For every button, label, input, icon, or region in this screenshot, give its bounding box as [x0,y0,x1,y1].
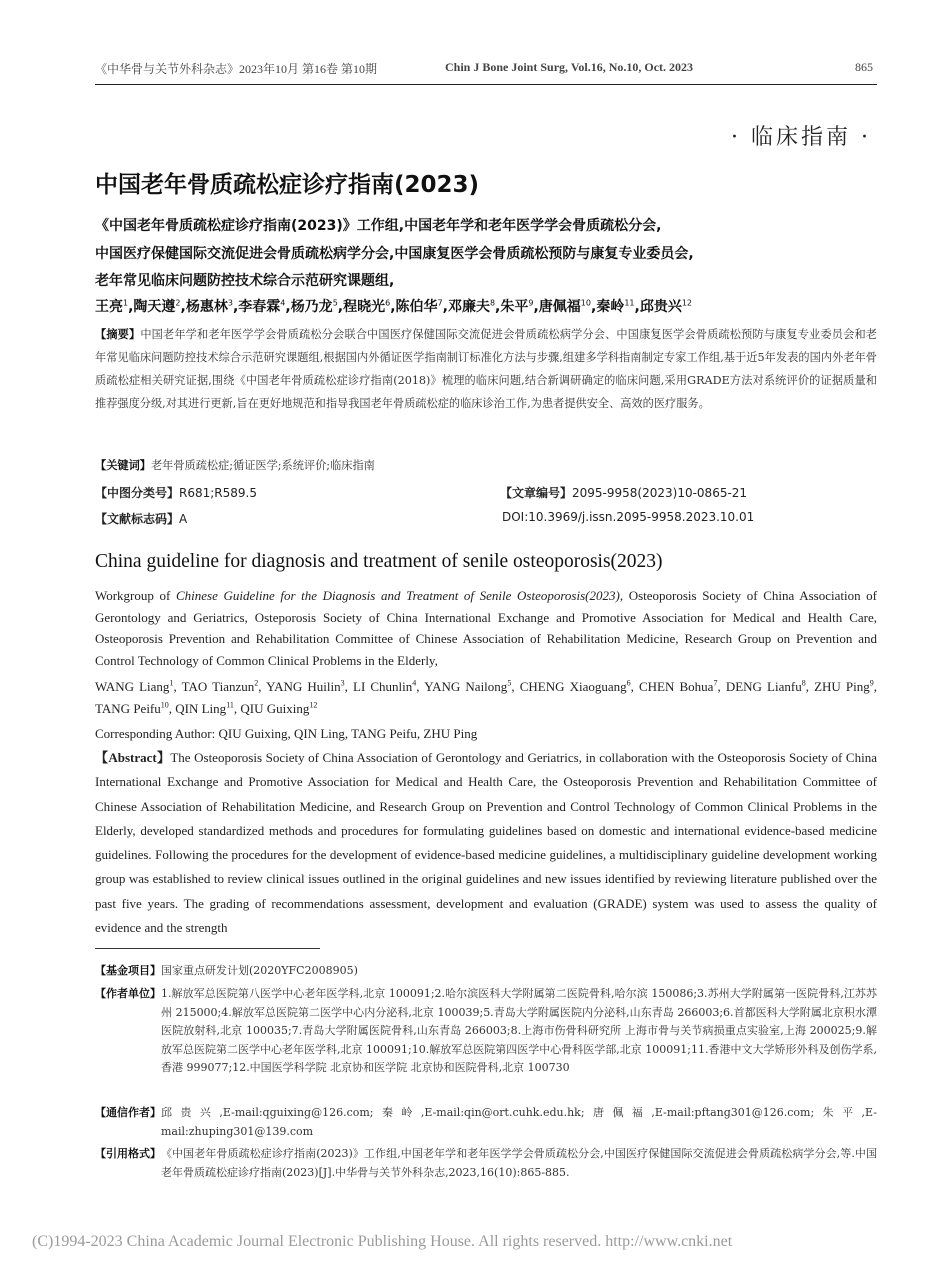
keywords-cn [95,454,877,477]
abstract-cn-text: 中国老年学和老年医学学会骨质疏松分会联合中国医疗保健国际交流促进会骨质疏松病学分会、中国康复医学会骨质疏松预防与康复专业委员会和老年常见临床问题防控技术综合示范研究课题组,根据国内外循证医学指南制订标准化方法与步骤,组建多学科指南制定专家工作组,基于近5年发表的国内外老年骨质疏松症相关研究证据,围绕《中国老年骨质疏松症诊疗指南(2018)》梳理的临床问题,结合新调研确定的临床问题,采用GRADE方法对系统评价的证据质量和推荐强度分级,对其进行更新,旨在更好地规范和指导我国老年骨质疏松症的临床诊治工作,为患者提供安全、高效的医疗服务。 [95,328,877,410]
journal-header-cn: 《中华骨与关节外科杂志》2023年10月 第16卷 第10期 [95,62,378,76]
abstract-en [95,746,877,940]
author-affiliation-number: 12 [681,298,693,308]
journal-header-en: Chin J Bone Joint Surg, Vol.16, No.10, Oct. 2023 [445,60,694,74]
citation-label: 【引用格式】 [95,1147,161,1160]
section-label: · 临床指南 · [731,125,871,150]
abstract-en-text: The Osteoporosis Society of China Association of Gerontology and Geriatrics, in collaboration with the Osteoporosis Society of China International Exchange and Promotive Association for Medical and Health Care, the Osteoporosis Prevention and Rehabilitation Committee of Chinese Association of Rehabilitation Medicine, and Research Group on Prevention and Control Technology of Common Clinical Problems in the Elderly, developed standardized methods and procedures for formulating guidelines based on domestic and international evidence-based medicine guidelines. Following the procedures for the development of evidence-based medicine guidelines, a multidisciplinary guideline development working group was established to review clinical issues outlined in the original guidelines and new issues identified by reviewing literature published over the past five years. The grading of recommendations assessment, development and evaluation (GRADE) system was used to assess the quality of evidence and the strength [95,750,877,936]
affiliations-label: 【作者单位】 [95,987,161,1000]
authors-cn: 王亮$^1$,陶天遵$^2$,杨惠林$^3$,李春霖$^4$,杨乃龙$^5$,程晓光$^6$,陈伯华$^7$,邓廉夫$^8$,朱平$^9$,唐佩福$^{10}$,秦岭$^{11}$,邱贵兴$^{12}$ [95,298,693,315]
authors-en: WANG Liang$^1$, TAO Tianzun$^2$, YANG Huilin$^3$, LI Chunlin$^4$, YANG Nailong$^5$, CHENG Xiaoguang$^6$, CHEN Bohua$^7$, DENG Lianfu$^8$, ZHU Ping$^9$, TANG Peifu$^{10}$, QIN Ling$^{11}$, QIU Guixing$^{12}$ [95,678,878,716]
author-name: QIN Ling [175,700,227,716]
author-affiliation-number: 7 [437,298,443,308]
author-name: 秦岭 [596,299,625,315]
author-name: TAO Tianzun [181,679,255,694]
author-name: 王亮 [95,299,123,315]
author-affiliation-number: 10 [580,298,591,308]
author-affiliation-number: 3 [340,678,345,688]
author-affiliation-number: 8 [489,298,496,308]
workgroup-en-prefix: Workgroup of [95,588,171,603]
footnote-fund [95,962,877,981]
author-affiliation-number: 7 [713,678,718,688]
citation-text: 《中国老年骨质疏松症诊疗指南(2023)》工作组,中国老年学和老年医学学会骨质疏松分会,中国医疗保健国际交流促进会骨质疏松病学分会,等.中国老年骨质疏松症诊疗指南(2023)[J].中华骨与关节外科杂志,2023,16(10):865-885. [161,1147,877,1179]
footnote-citation [95,1145,877,1182]
clc-label: 【中图分类号】 [95,486,180,500]
keywords-text: 老年骨质疏松症;循证医学;系统评价;临床指南 [150,459,375,472]
keywords-label: 【关键词】 [95,459,151,472]
author-name: WANG Liang [95,679,170,694]
author-name: 陶天遵 [133,299,176,315]
author-name: 陈伯华 [395,299,438,315]
author-name: 朱平 [500,299,529,315]
author-name: YANG Nailong [424,679,508,694]
author-name: 杨乃龙 [290,299,333,315]
author-affiliation-number: 9 [869,678,874,688]
author-name: DENG Lianfu [725,679,802,694]
clc-value: R681;R589.5 [179,486,257,500]
author-name: YANG Huilin [266,679,341,694]
article-number-label: 【文章编号】 [500,486,573,500]
affiliations-text: 1.解放军总医院第八医学中心老年医学科,北京 100091;2.哈尔滨医科大学附属第二医院骨科,哈尔滨 150086;3.苏州大学附属第一医院骨科,江苏苏州 215000;4.解放军总医院第二医学中心内分泌科,北京 100039;5.青岛大学附属医院内分泌科,山东青岛 266003;6.首都医科大学附属北京积水潭医院放射科,北京 100035;7.青岛大学附属医院骨科,山东青岛 266003;8.上海市伤骨科研究所 上海市骨与关节病损重点实验室,上海 200025;9.解放军总医院第二医学中心老年医学科,北京 100091;10.解放军总医院第四医学中心骨科医学部,北京 100091;11.香港中文大学矫形外科及创伤学系,香港 999077;12.中国医学科学院 北京协和医学院 北京协和医院骨科,北京 100730 [161,987,877,1074]
author-name: CHEN Bohua [639,679,714,694]
header-rule [95,84,877,85]
author-affiliation-number: 5 [507,678,512,688]
author-affiliation-number: 11 [624,298,635,308]
workgroup-line-2: 中国医疗保健国际交流促进会骨质疏松病学分会,中国康复医学会骨质疏松预防与康复专业委员会, [95,246,694,262]
correspondence-text: 邱贵兴,E-mail:qguixing@126.com;秦岭,E-mail:qin@ort.cuhk.edu.hk;唐佩福,E-mail:pftang301@126.com;朱平,E-mail:zhuping301@139.com [161,1106,877,1138]
document-code-label: 【文献标志码】 [95,512,180,526]
article-number [500,484,747,501]
page-number: 865 [855,60,873,74]
author-name: 唐佩福 [538,299,581,315]
abstract-cn [95,323,877,415]
author-affiliation-number: 9 [528,298,534,308]
footnote-affiliations [95,985,877,1078]
author-affiliation-number: 3 [227,298,233,308]
footnote-correspondence [95,1104,877,1141]
author-name: LI Chunlin [353,679,413,694]
author-affiliation-number: 11 [226,700,234,710]
workgroup-en [95,585,877,671]
author-affiliation-number: 5 [332,298,338,308]
author-name: 邱贵兴 [639,299,682,315]
fund-label: 【基金项目】 [95,964,161,977]
author-affiliation-number: 1 [123,298,129,308]
author-name: 邓廉夫 [447,299,490,315]
author-affiliation-number: 4 [280,298,286,308]
fund-text: 国家重点研发计划(2020YFC2008905) [161,964,358,977]
author-affiliation-number: 4 [412,678,417,688]
footnote-rule [95,948,320,949]
author-name: QIU Guixing [240,700,310,716]
author-name: CHENG Xiaoguang [519,679,627,694]
workgroup-line-1: 《中国老年骨质疏松症诊疗指南(2023)》工作组,中国老年学和老年医学学会骨质疏松分会, [95,218,662,234]
clc-number [95,484,257,501]
author-affiliation-number: 6 [385,298,391,308]
article-number-value: 2095-9958(2023)10-0865-21 [572,486,748,500]
author-affiliation-number: 2 [175,298,181,308]
author-name: 杨惠林 [185,299,228,315]
author-affiliation-number: 1 [169,678,174,688]
author-affiliation-number: 2 [254,678,259,688]
document-code [95,510,187,527]
author-name: ZHU Ping [814,679,870,694]
page-title-en: China guideline for diagnosis and treatment of senile osteoporosis(2023) [95,551,663,572]
page-title-cn: 中国老年骨质疏松症诊疗指南(2023) [95,172,480,198]
doi: DOI:10.3969/j.issn.2095-9958.2023.10.01 [502,510,755,524]
abstract-cn-label: 【摘要】 [95,328,141,341]
corresponding-author-en: Corresponding Author: QIU Guixing, QIN Ling, TANG Peifu, ZHU Ping [95,726,478,741]
author-name: TANG Peifu [95,700,161,716]
author-affiliation-number: 6 [626,678,631,688]
copyright-notice: (C)1994-2023 China Academic Journal Electronic Publishing House. All rights reserved. http://www.cnki.net [32,1233,733,1250]
author-name: 李春霖 [238,299,281,315]
author-affiliation-number: 10 [160,700,169,710]
correspondence-label: 【通信作者】 [95,1106,161,1119]
author-affiliation-number: 8 [801,678,806,688]
author-affiliation-number: 12 [309,700,318,710]
workgroup-en-rest: , Osteoporosis Society of China Association of Gerontology and Geriatrics, Osteporosis Society of China International Exchange and Promotive Association for Medical and Health Care, Osteoporosis Prevention and Rehabilitation Committee of Chinese Association of Rehabilitation Medicine, Research Group on Prevention and Control Technology of Common Clinical Problems in the Elderly, [95,588,878,668]
workgroup-line-3: 老年常见临床问题防控技术综合示范研究课题组, [95,273,395,289]
workgroup-en-guideline-title: Chinese Guideline for the Diagnosis and Treatment of Senile Osteoporosis(2023) [175,588,620,603]
document-code-value: A [179,512,188,526]
abstract-en-label: 【Abstract】 [95,750,171,765]
author-name: 程晓光 [343,299,386,315]
